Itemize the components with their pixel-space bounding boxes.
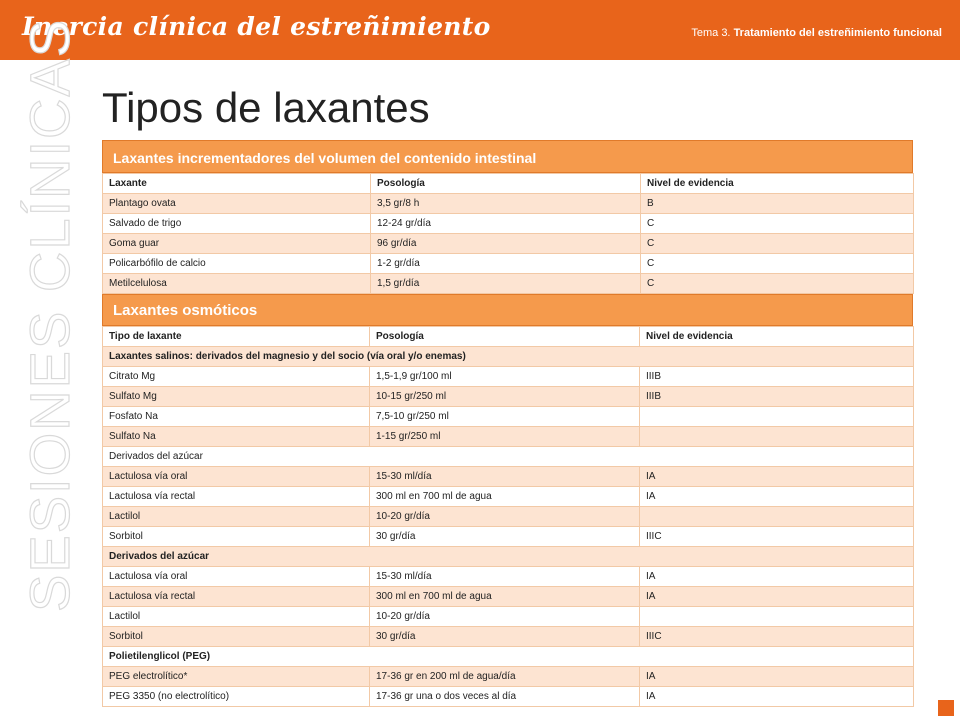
table-row — [103, 427, 914, 447]
table-row — [103, 367, 914, 387]
table-cell: Posología — [371, 174, 641, 194]
table-cell: IIIB — [640, 367, 914, 387]
group-row — [103, 447, 914, 467]
table-cell: 300 ml en 700 ml de agua — [370, 587, 640, 607]
table-cell: 12-24 gr/día — [371, 214, 641, 234]
table-cell: Goma guar — [103, 234, 371, 254]
banner-subtitle-text: Tratamiento del estreñimiento funcional — [733, 27, 942, 39]
osmotic-laxatives-table — [102, 326, 914, 707]
table-cell: IA — [640, 667, 914, 687]
table-cell — [640, 407, 914, 427]
table-cell: Policarbófilo de calcio — [103, 254, 371, 274]
table-row — [103, 467, 914, 487]
table-cell: Polietilenglicol (PEG) — [103, 647, 914, 667]
banner-title: Inercia clínica del estreñimiento — [22, 12, 491, 41]
table-cell: 3,5 gr/8 h — [371, 194, 641, 214]
table-cell: Metilcelulosa — [103, 274, 371, 294]
table-cell: Tipo de laxante — [103, 327, 370, 347]
table-cell: 30 gr/día — [370, 627, 640, 647]
table-cell: Sorbitol — [103, 627, 370, 647]
table-cell: Derivados del azúcar — [103, 447, 914, 467]
table-row — [103, 687, 914, 707]
table-cell: 300 ml en 700 ml de agua — [370, 487, 640, 507]
table-cell: Laxante — [103, 174, 371, 194]
table-cell: 96 gr/día — [371, 234, 641, 254]
table-row — [103, 627, 914, 647]
table-cell — [640, 427, 914, 447]
table-header-row — [103, 327, 914, 347]
table-cell: B — [641, 194, 914, 214]
table-cell: Laxantes salinos: derivados del magnesio y del socio (vía oral y/o enemas) — [103, 347, 914, 367]
table-cell: IIIB — [640, 387, 914, 407]
table-cell: IA — [640, 587, 914, 607]
table-cell: PEG 3350 (no electrolítico) — [103, 687, 370, 707]
banner-subtitle — [691, 27, 942, 39]
table-cell: 17-36 gr una o dos veces al día — [370, 687, 640, 707]
table-cell: Lactulosa vía oral — [103, 467, 370, 487]
table-cell: PEG electrolítico* — [103, 667, 370, 687]
table-cell: Fosfato Na — [103, 407, 370, 427]
table-cell: C — [641, 234, 914, 254]
table-cell: Sulfato Na — [103, 427, 370, 447]
table-cell: IA — [640, 487, 914, 507]
table-row — [103, 587, 914, 607]
table-cell: Citrato Mg — [103, 367, 370, 387]
table-cell: 1-2 gr/día — [371, 254, 641, 274]
table-cell: 7,5-10 gr/250 ml — [370, 407, 640, 427]
table-cell: IA — [640, 687, 914, 707]
table-header-row — [103, 174, 914, 194]
table-row — [103, 507, 914, 527]
table-cell: Sulfato Mg — [103, 387, 370, 407]
table-cell: 10-15 gr/250 ml — [370, 387, 640, 407]
table-cell: 1,5 gr/día — [371, 274, 641, 294]
table-row — [103, 214, 914, 234]
table-cell: Posología — [370, 327, 640, 347]
table-row — [103, 254, 914, 274]
table-cell: Lactilol — [103, 507, 370, 527]
group-row — [103, 347, 914, 367]
table-cell: Lactilol — [103, 607, 370, 627]
table-cell: 30 gr/día — [370, 527, 640, 547]
table-cell: IIIC — [640, 627, 914, 647]
table-cell: Salvado de trigo — [103, 214, 371, 234]
table-cell: C — [641, 254, 914, 274]
table-row — [103, 194, 914, 214]
page-title: Tipos de laxantes — [102, 84, 430, 131]
table-row — [103, 607, 914, 627]
table-row — [103, 667, 914, 687]
table-cell: 10-20 gr/día — [370, 507, 640, 527]
table-row — [103, 274, 914, 294]
corner-accent-square — [938, 700, 954, 716]
table-cell: 15-30 ml/día — [370, 467, 640, 487]
vertical-watermark-text: SESIONES CLÍNICAS — [18, 17, 81, 612]
table-cell: C — [641, 274, 914, 294]
table-cell: Sorbitol — [103, 527, 370, 547]
group-row — [103, 647, 914, 667]
table-row — [103, 407, 914, 427]
table-cell: Lactulosa vía rectal — [103, 587, 370, 607]
table-cell: Nivel de evidencia — [641, 174, 914, 194]
banner-subtitle-prefix: Tema 3. — [691, 27, 731, 39]
table-cell: Lactulosa vía rectal — [103, 487, 370, 507]
table-row — [103, 387, 914, 407]
table-cell: 15-30 ml/día — [370, 567, 640, 587]
table-cell: Nivel de evidencia — [640, 327, 914, 347]
bulk-laxatives-table — [102, 173, 914, 294]
table-cell: Lactulosa vía oral — [103, 567, 370, 587]
table-cell — [640, 507, 914, 527]
table-cell: IA — [640, 567, 914, 587]
table-cell: 1-15 gr/250 ml — [370, 427, 640, 447]
table-cell: Derivados del azúcar — [103, 547, 914, 567]
table-cell: 17-36 gr en 200 ml de agua/día — [370, 667, 640, 687]
table-cell: 1,5-1,9 gr/100 ml — [370, 367, 640, 387]
group-row — [103, 547, 914, 567]
table-cell: 10-20 gr/día — [370, 607, 640, 627]
table-row — [103, 487, 914, 507]
table-row — [103, 567, 914, 587]
section-bulk-heading: Laxantes incrementadores del volumen del contenido intestinal — [102, 140, 913, 173]
table-row — [103, 527, 914, 547]
table-row — [103, 234, 914, 254]
table-cell: IA — [640, 467, 914, 487]
table-cell: C — [641, 214, 914, 234]
top-banner — [0, 0, 960, 60]
table-cell: IIIC — [640, 527, 914, 547]
table-cell — [640, 607, 914, 627]
section-osmotic-heading: Laxantes osmóticos — [102, 294, 913, 326]
table-cell: Plantago ovata — [103, 194, 371, 214]
